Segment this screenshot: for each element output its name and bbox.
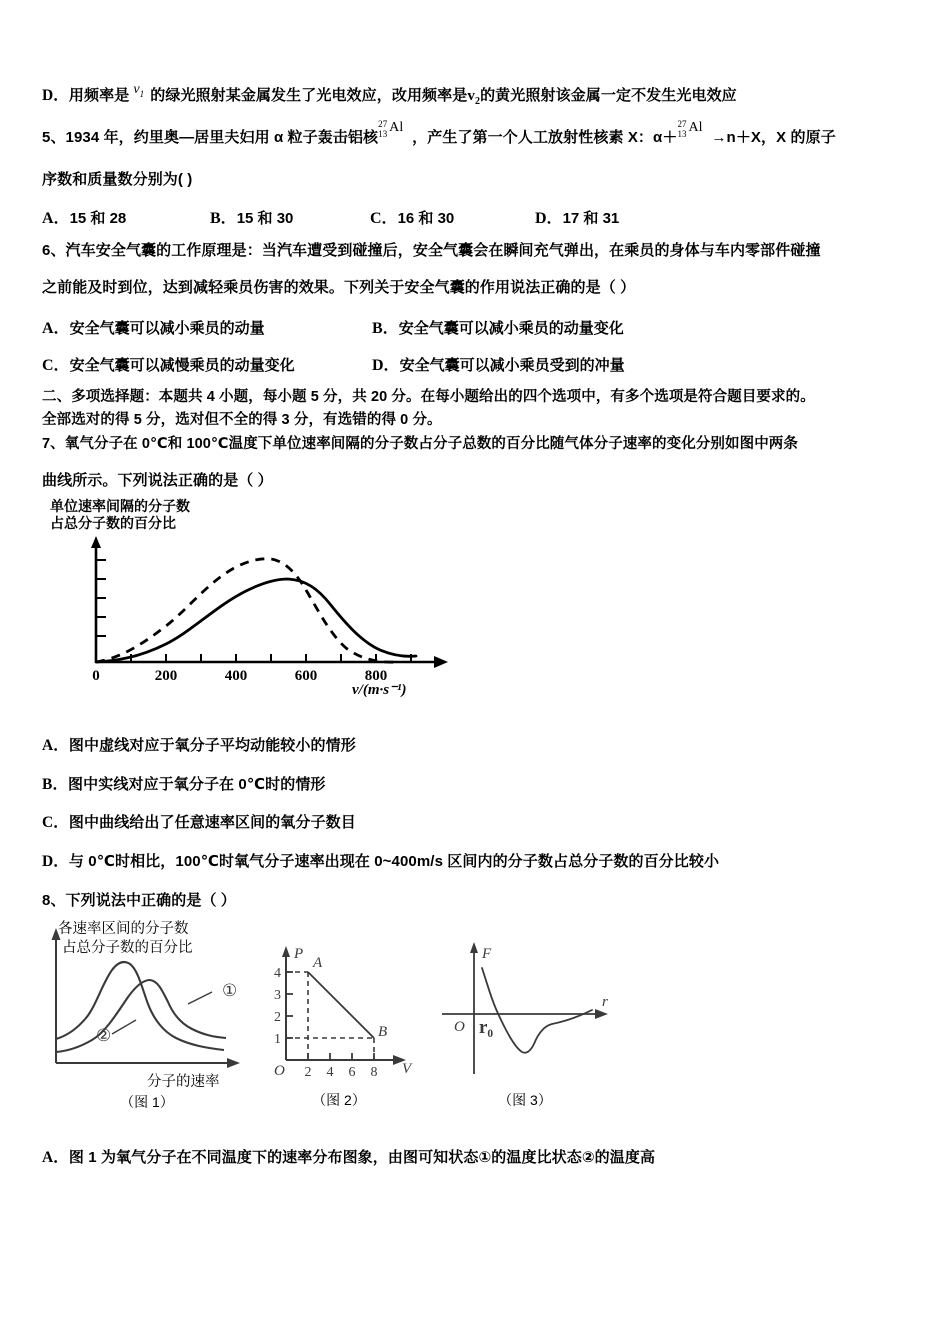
q5-option-d-label: D．: [535, 209, 563, 227]
q5-option-c-label: C．: [370, 209, 398, 227]
fig2-x-axis-label: V: [402, 1061, 412, 1077]
fig2-y-tick-labels: [274, 966, 281, 1047]
fig1-callout-line-1: [188, 992, 212, 1004]
q7-option-b-label: B．: [42, 775, 69, 793]
fig3-y-axis-label: F: [482, 946, 492, 962]
q6-option-b-text: 安全气囊可以减小乘员的动量变化: [398, 319, 624, 337]
fig1-series-1: [56, 980, 226, 1052]
svg-text:2: 2: [274, 1010, 281, 1025]
q8-option-a[interactable]: [42, 1150, 910, 1166]
q7-option-c-text: 图中曲线给出了任意速率区间的氧分子数目: [68, 814, 356, 831]
fig2-y-ticks: [286, 972, 293, 1038]
svg-text:4: 4: [326, 1065, 334, 1080]
q5-options: [42, 205, 910, 228]
fig1-caption-post: ）: [159, 1094, 174, 1110]
fig3-caption-post: ）: [537, 1092, 552, 1108]
q6-option-d[interactable]: [372, 352, 625, 375]
fig3-x-arrow-icon: [595, 1009, 608, 1019]
fig2-origin-label: O: [274, 1063, 285, 1079]
q7-maxwell-distribution-chart: [50, 498, 470, 708]
figure-3: [434, 942, 634, 1122]
q7-option-b-text: 图中实线对应于氧分子在 0℃时的情形: [68, 775, 326, 793]
fig1-series-2: [56, 962, 224, 1050]
nuclide-atomic-number: 13: [378, 129, 388, 139]
q6-option-a[interactable]: [42, 315, 372, 338]
figure-2: [256, 942, 436, 1122]
q7-option-d-label: D．: [42, 852, 69, 870]
svg-text:800: 800: [364, 668, 388, 684]
svg-text:3: 3: [274, 988, 281, 1003]
chart1-x-axis-label: [352, 680, 407, 699]
chart1-plot: [50, 534, 470, 684]
q5-option-d-text: 17 和 31: [562, 209, 620, 227]
q7-option-d[interactable]: [42, 854, 910, 870]
fig2-point-b-label: B: [378, 1024, 388, 1040]
q4-option-d-text-mid: 的绿光照射某金属发生了光电效应，改用频率是: [150, 87, 468, 104]
q6-option-b[interactable]: [372, 315, 624, 338]
q5-option-a-label: A．: [42, 209, 70, 227]
chart1-x-tick-labels: [92, 668, 387, 684]
q7-line1: 7、氧气分子在 0℃和 100℃温度下单位速率间隔的分子数占分子总数的百分比随气体分子速率的变化分别如图中两条: [42, 435, 798, 452]
q7-option-c[interactable]: [42, 815, 910, 831]
fig1-x-arrow-icon: [227, 1058, 240, 1068]
chart1-y-ticks: [96, 560, 106, 636]
svg-text:1: 1: [274, 1032, 281, 1047]
q5-text-b: ，产生了第一个人工放射性核素 X：α＋: [412, 129, 678, 146]
svg-text:600: 600: [294, 668, 318, 684]
fig1-annotation-1: ①: [222, 981, 238, 1000]
fig2-point-a-label: A: [313, 955, 323, 971]
q5-text-a: 1934 年，约里奥—居里夫妇用 α 粒子轰击铝核: [65, 129, 379, 146]
svg-text:200: 200: [154, 668, 178, 684]
chart1-series-dashed-0c: [96, 559, 400, 662]
q8-option-a-text: 图 1 为氧气分子在不同温度下的速率分布图象，由图可知状态①的温度比状态②的温度高: [68, 1149, 656, 1166]
q6-option-c[interactable]: [42, 352, 372, 375]
q4-option-d: [42, 82, 910, 107]
fig2-caption-pre: （图: [312, 1092, 341, 1108]
chart1-y-arrow-icon: [91, 536, 101, 548]
fig1-ylabel-line2: 占总分子数的百分比: [62, 939, 193, 956]
q6-option-c-label: C．: [42, 356, 70, 374]
fig1-caption-pre: （图: [120, 1094, 149, 1110]
q7-option-a-text: 图中虚线对应于氧分子平均动能较小的情形: [68, 737, 356, 754]
q5-option-a-text: 15 和 28: [69, 209, 127, 227]
q8-option-a-label: A．: [42, 1149, 69, 1166]
q6-line2: 之前能及时到位，达到减轻乘员伤害的效果。下列关于安全气囊的作用说法正确的是（ ）: [42, 278, 636, 296]
q7-line2: 曲线所示。下列说法正确的是（ ）: [42, 472, 273, 489]
q5-option-c-text: 16 和 30: [397, 209, 455, 227]
q6-option-c-text: 安全气囊可以减慢乘员的动量变化: [69, 356, 295, 374]
fig3-series-force: [482, 968, 592, 1053]
fig3-r0-annotation: r₀: [479, 1017, 494, 1038]
q5-option-b[interactable]: [210, 205, 370, 228]
q7-option-c-label: C．: [42, 814, 69, 831]
q6-line1: 6、汽车安全气囊的工作原理是：当汽车遭受到碰撞后，安全气囊会在瞬间充气弹出，在乘员的身体与车内零部件碰撞: [42, 241, 821, 259]
fig2-x-ticks: [308, 1053, 374, 1060]
nuclide-symbol: Al: [389, 120, 404, 135]
q5-number: 5、: [42, 129, 66, 146]
nu2-symbol: $v_2$: [467, 88, 481, 107]
fig2-series-ab: [308, 972, 374, 1038]
q4-option-d-text-after: 的黄光照射该金属一定不发生光电效应: [480, 87, 737, 104]
fig1-x-axis-label: 分子的速率: [147, 1074, 220, 1090]
fig2-guide-lines: [286, 972, 374, 1060]
nuclide-atomic-number: 13: [677, 129, 687, 139]
nuclide-al-27-13-second: [677, 119, 711, 143]
figure-1: [42, 922, 292, 1122]
q6-option-a-label: A．: [42, 319, 70, 337]
fig1-ylabel-line1: 各速率区间的分子数: [58, 921, 189, 937]
q4-option-d-label: D．: [42, 87, 69, 104]
nuclide-symbol: Al: [688, 120, 703, 135]
svg-text:8: 8: [370, 1065, 378, 1080]
svg-text:400: 400: [224, 668, 248, 684]
q5-option-d[interactable]: [535, 205, 619, 228]
fig2-caption-num: 2: [344, 1092, 352, 1108]
fig3-origin-label: O: [454, 1019, 465, 1035]
svg-text:2: 2: [304, 1065, 312, 1080]
q5-option-a[interactable]: [42, 205, 210, 228]
section2-line2: 全部选对的得 5 分，选对但不全的得 3 分，有选错的得 0 分。: [42, 412, 442, 428]
q6-option-d-text: 安全气囊可以减小乘员受到的冲量: [399, 356, 625, 374]
svg-text:4: 4: [274, 966, 281, 981]
q6-option-a-text: 安全气囊可以减小乘员的动量: [69, 319, 265, 337]
q7-option-b[interactable]: [42, 777, 910, 793]
q6-option-b-label: B．: [372, 319, 399, 337]
nuclide-mass-number: 27: [378, 119, 388, 129]
svg-text:6: 6: [348, 1065, 356, 1080]
chart1-x-axis-label-text: v/(m·s⁻¹): [352, 682, 407, 698]
fig1-plot: [42, 926, 282, 1081]
fig1-caption: [92, 1092, 202, 1112]
fig2-caption-post: ）: [351, 1092, 366, 1108]
fig1-y-arrow-icon: [52, 928, 61, 940]
fig3-caption-num: 3: [530, 1092, 538, 1108]
q6-options-row2: [42, 352, 910, 375]
fig3-caption: [470, 1090, 580, 1110]
q7-option-a[interactable]: [42, 738, 910, 754]
fig2-plot: [256, 942, 436, 1087]
fig1-caption-num: 1: [152, 1094, 160, 1110]
chart1-series-solid-100c: [96, 579, 416, 662]
q7-option-a-label: A．: [42, 737, 69, 754]
svg-text:0: 0: [92, 668, 100, 684]
q5-line2: 序数和质量数分别为( ): [42, 170, 193, 188]
fig2-caption: [284, 1090, 394, 1110]
fig1-callout-line-2: [112, 1020, 136, 1034]
q7-option-d-text: 与 0℃时相比，100℃时氧气分子速率出现在 0~400m/s 区间内的分子数占总分子数的百分比较小: [68, 852, 720, 870]
fig3-x-axis-label: r: [602, 994, 608, 1010]
fig1-annotation-2: ②: [96, 1026, 112, 1045]
q5-option-b-text: 15 和 30: [236, 209, 294, 227]
fig3-caption-pre: （图: [498, 1092, 527, 1108]
section2-line1: 二、多项选择题：本题共 4 小题，每小题 5 分，共 20 分。在每小题给出的四个选项中，有多个选项是符合题目要求的。: [42, 388, 815, 405]
chart1-ylabel-line1: 单位速率间隔的分子数: [50, 498, 190, 514]
fig3-y-arrow-icon: [470, 942, 478, 953]
q8-line1: 8、下列说法中正确的是（ ）: [42, 892, 236, 909]
q5-line1: [42, 119, 910, 146]
fig2-y-arrow-icon: [282, 946, 290, 957]
fig2-y-axis-label: P: [294, 946, 304, 962]
fig3-plot: [434, 942, 634, 1087]
chart1-ylabel-line2: 占总分子数的百分比: [50, 514, 176, 531]
nu1-symbol: $\nu_1$: [133, 82, 145, 99]
q6-option-d-label: D．: [372, 356, 400, 374]
chart1-x-arrow-icon: [434, 656, 448, 668]
q5-text-c: →n＋X，X 的原子: [711, 129, 836, 146]
fig2-x-tick-labels: [305, 1065, 378, 1080]
q5-option-c[interactable]: [370, 205, 535, 228]
q5-option-b-label: B．: [210, 209, 237, 227]
q6-options-row1: [42, 315, 910, 338]
q4-option-d-text-before: 用频率是: [68, 87, 130, 104]
q8-figures-row: [42, 922, 910, 1122]
nuclide-mass-number: 27: [677, 119, 687, 129]
nuclide-al-27-13-first: [378, 119, 412, 143]
